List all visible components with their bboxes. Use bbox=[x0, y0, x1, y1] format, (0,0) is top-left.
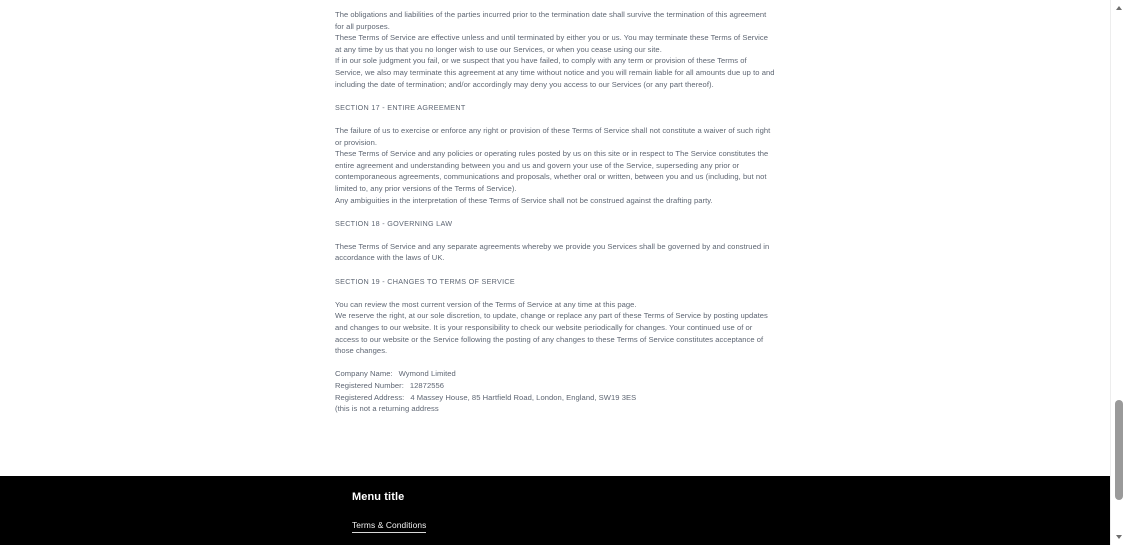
company-details bbox=[335, 368, 775, 414]
paragraph: These Terms of Service are effective unless and until terminated by either you or us. You may terminate these Terms of Service at any time by us that you no longer wish to use our Services, or when you cease using our site. bbox=[335, 33, 769, 54]
paragraph-group bbox=[335, 9, 775, 90]
footer-inner bbox=[335, 476, 775, 533]
footer-link-list bbox=[335, 515, 775, 533]
paragraph: These Terms of Service and any policies or operating rules posted by us on this site or in respect to The Service constitutes the entire agreement and understanding between you and us and govern your use of the Service, superseding any prior or contemporaneous agreements, communications and proposals, whether oral or written, between you and us (including, but not limited to, any prior versions of the Terms of Service). bbox=[335, 149, 769, 193]
chevron-down-icon bbox=[1116, 535, 1122, 539]
section-heading-18: SECTION 18 - GOVERNING LAW bbox=[335, 218, 453, 228]
scrollbar-track[interactable] bbox=[1111, 16, 1126, 529]
footer-link-terms-and-conditions[interactable]: Terms & Conditions bbox=[352, 519, 426, 533]
spacer bbox=[335, 90, 775, 102]
paragraph: These Terms of Service and any separate agreements whereby we provide you Services shall be governed by and construed in accordance with the laws of UK. bbox=[335, 241, 770, 263]
site-footer bbox=[0, 476, 1110, 545]
spacer bbox=[335, 229, 775, 241]
vertical-scrollbar[interactable] bbox=[1110, 0, 1126, 545]
company-name-label: Company Name: bbox=[335, 369, 393, 379]
paragraph-group bbox=[335, 241, 775, 264]
address-note: (this is not a returning address bbox=[335, 404, 439, 414]
registered-address-value: 4 Massey House, 85 Hartfield Road, London, England, SW19 3ES bbox=[410, 392, 637, 402]
paragraph: The failure of us to exercise or enforce any right or provision of these Terms of Service shall not constitute a waiver of such right or provision. bbox=[335, 125, 771, 147]
scrollbar-thumb[interactable] bbox=[1115, 400, 1123, 500]
registered-number-label: Registered Number: bbox=[335, 381, 404, 390]
section-heading-17: SECTION 17 - ENTIRE AGREEMENT bbox=[335, 102, 466, 112]
spacer bbox=[335, 287, 775, 299]
spacer bbox=[335, 264, 775, 276]
text-column bbox=[335, 0, 775, 415]
registered-address-row bbox=[335, 392, 775, 404]
paragraph: You can review the most current version of the Terms of Service at any time at this page. bbox=[335, 299, 637, 309]
scroll-up-button[interactable] bbox=[1111, 0, 1126, 16]
paragraph-group bbox=[335, 299, 775, 357]
registered-address-label: Registered Address: bbox=[335, 392, 405, 402]
paragraph: If in our sole judgment you fail, or we suspect that you have failed, to comply with any term or provision of these Terms of Service, we also may terminate this agreement at any time without notice and you will remain liable for all amounts due up to and including the date of termination; and/or accordingly may deny you access to our Services (or any part thereof). bbox=[335, 56, 775, 89]
company-name-value: Wymond Limited bbox=[398, 369, 456, 379]
paragraph: Any ambiguities in the interpretation of these Terms of Service shall not be construed against the drafting party. bbox=[335, 195, 713, 205]
section-heading-19: SECTION 19 - CHANGES TO TERMS OF SERVICE bbox=[335, 276, 516, 286]
registered-number-row bbox=[335, 380, 775, 392]
spacer bbox=[335, 113, 775, 125]
paragraph-group bbox=[335, 125, 775, 206]
paragraph: The obligations and liabilities of the parties incurred prior to the termination date shall survive the termination of this agreement for all purposes. bbox=[335, 10, 767, 31]
footer-menu-title: Menu title bbox=[352, 491, 405, 503]
chevron-up-icon bbox=[1116, 6, 1122, 10]
paragraph: We reserve the right, at our sole discretion, to update, change or replace any part of these Terms of Service by posting updates and changes to our website. It is your responsibility to check our website periodically for changes. Your continued use of or access to our website or the Service following the posting of any changes to these Terms of Service constitutes acceptance of those changes. bbox=[335, 311, 768, 356]
footer-link-item bbox=[335, 515, 775, 533]
scroll-down-button[interactable] bbox=[1111, 529, 1126, 545]
spacer bbox=[335, 357, 775, 369]
spacer bbox=[335, 206, 775, 218]
company-name-row bbox=[335, 368, 775, 380]
registered-number-value: 12872556 bbox=[409, 381, 445, 390]
